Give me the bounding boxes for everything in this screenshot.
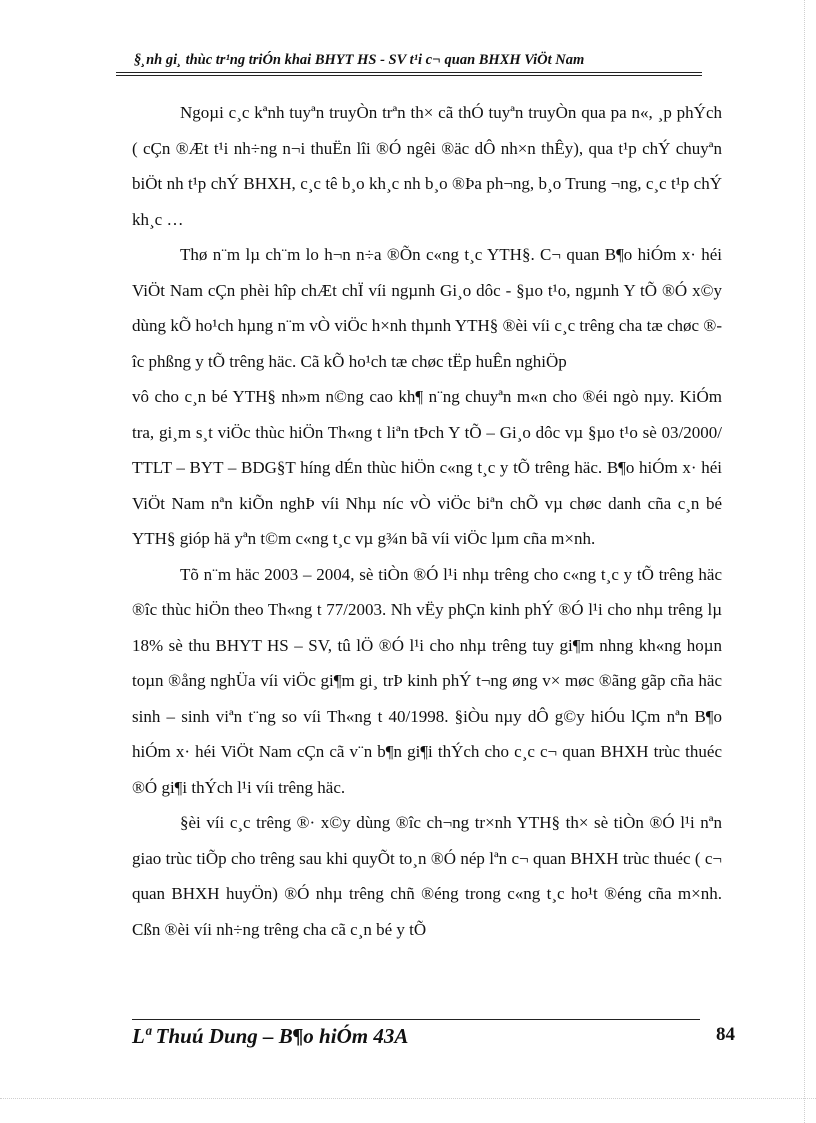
page-edge-bottom bbox=[0, 1098, 816, 1099]
page-number: 84 bbox=[716, 1024, 735, 1045]
header-divider bbox=[116, 72, 702, 76]
footer-divider bbox=[132, 1019, 700, 1020]
paragraph-3: vô cho c¸n bé YTH§ nh»m n©ng cao kh¶ n¨ng chuyªn m«n cho ®éi ngò nµy. KiÓm tra, gi¸m s¸t viÖc thùc hiÖn Th«ng t liªn tÞch Y tÕ – Gi¸o dôc vµ §µo t¹o sè 03/2000/ TTLT – BYT – BDG§T híng dÉn thùc hiÖn c«ng t¸c y tÕ trêng häc. B¶o hiÓm x· héi ViÖt Nam nªn kiÕn nghÞ víi Nhµ níc vÒ viÖc biªn chÕ vµ chøc danh cña c¸n bé YTH§ gióp hä yªn t©m c«ng t¸c vµ g¾n bã víi viÖc lµm cña m×nh. bbox=[132, 387, 722, 548]
footer-author: Lª Thuú Dung – B¶o hiÓm 43A bbox=[132, 1024, 409, 1048]
running-header: §¸nh gi¸ thùc tr¹ng triÓn khai BHYT HS - SV t¹i c¬ quan BHXH ViÖt Nam bbox=[134, 52, 585, 68]
paragraph-1: Ngoµi c¸c kªnh tuyªn truyÒn trªn th× cã thÓ tuyªn truyÒn qua pa n«, ¸p phÝch ( cÇn ®Æt t¹i nh÷ng n¬i thuËn lîi ®Ó ngêi ®äc dÔ nh×n thÊy), qua t¹p chÝ chuyªn biÖt nh t¹p chÝ BHXH, c¸c tê b¸o kh¸c nh b¸o ®Þa ph¬ng, b¸o Trung ¬ng, c¸c t¹p chÝ kh¸c … bbox=[132, 103, 722, 229]
paragraph-2: Thø n¨m lµ ch¨m lo h¬n n÷a ®Õn c«ng t¸c YTH§. C¬ quan B¶o hiÓm x· héi ViÖt Nam cÇn phèi hîp chÆt chÏ víi ngµnh Gi¸o dôc - §µo t¹o, ngµnh Y tÕ ®Ó x©y dùng kÕ ho¹ch hµng n¨m vÒ viÖc h×nh thµnh YTH§ ®èi víi c¸c trêng cha tæ chøc ®îc phßng y tÕ trêng häc. Cã kÕ ho¹ch tæ chøc tËp huÊn nghiÖp bbox=[132, 245, 722, 371]
paragraph-5: §èi víi c¸c trêng ®· x©y dùng ®îc ch¬ng tr×nh YTH§ th× sè tiÒn ®Ó l¹i nªn giao trùc tiÕp cho trêng sau khi quyÕt to¸n ®Ó nép lªn c¬ quan BHXH trùc thuéc ( c¬ quan BHXH huyÖn) ®Ó nhµ trêng chñ ®éng trong c«ng t¸c ho¹t ®éng cña m×nh. Cßn ®èi víi nh÷ng trêng cha cã c¸n bé y tÕ bbox=[132, 813, 722, 939]
paragraph-4: Tõ n¨m häc 2003 – 2004, sè tiÒn ®Ó l¹i nhµ trêng cho c«ng t¸c y tÕ trêng häc ®îc thùc hiÖn theo Th«ng t 77/2003. Nh vËy phÇn kinh phÝ ®Ó l¹i cho nhµ trêng lµ 18% sè thu BHYT HS – SV, tû lÖ ®Ó l¹i cho nhµ trêng tuy gi¶m nhng kh«ng hoµn toµn ®ång nghÜa víi viÖc gi¶m gi¸ trÞ kinh phÝ t¬ng øng v× møc ®ãng gãp cña häc sinh – sinh viªn t¨ng so víi Th«ng t 40/1998. §iÒu nµy dÔ g©y hiÓu lÇm nªn B¶o hiÓm x· héi ViÖt Nam cÇn cã v¨n b¶n gi¶i thÝch cho c¸c c¬ quan BHXH trùc thuéc ®Ó gi¶i thÝch l¹i víi trêng häc. bbox=[132, 564, 722, 797]
document-body bbox=[132, 95, 722, 947]
page-edge-right bbox=[804, 0, 805, 1123]
